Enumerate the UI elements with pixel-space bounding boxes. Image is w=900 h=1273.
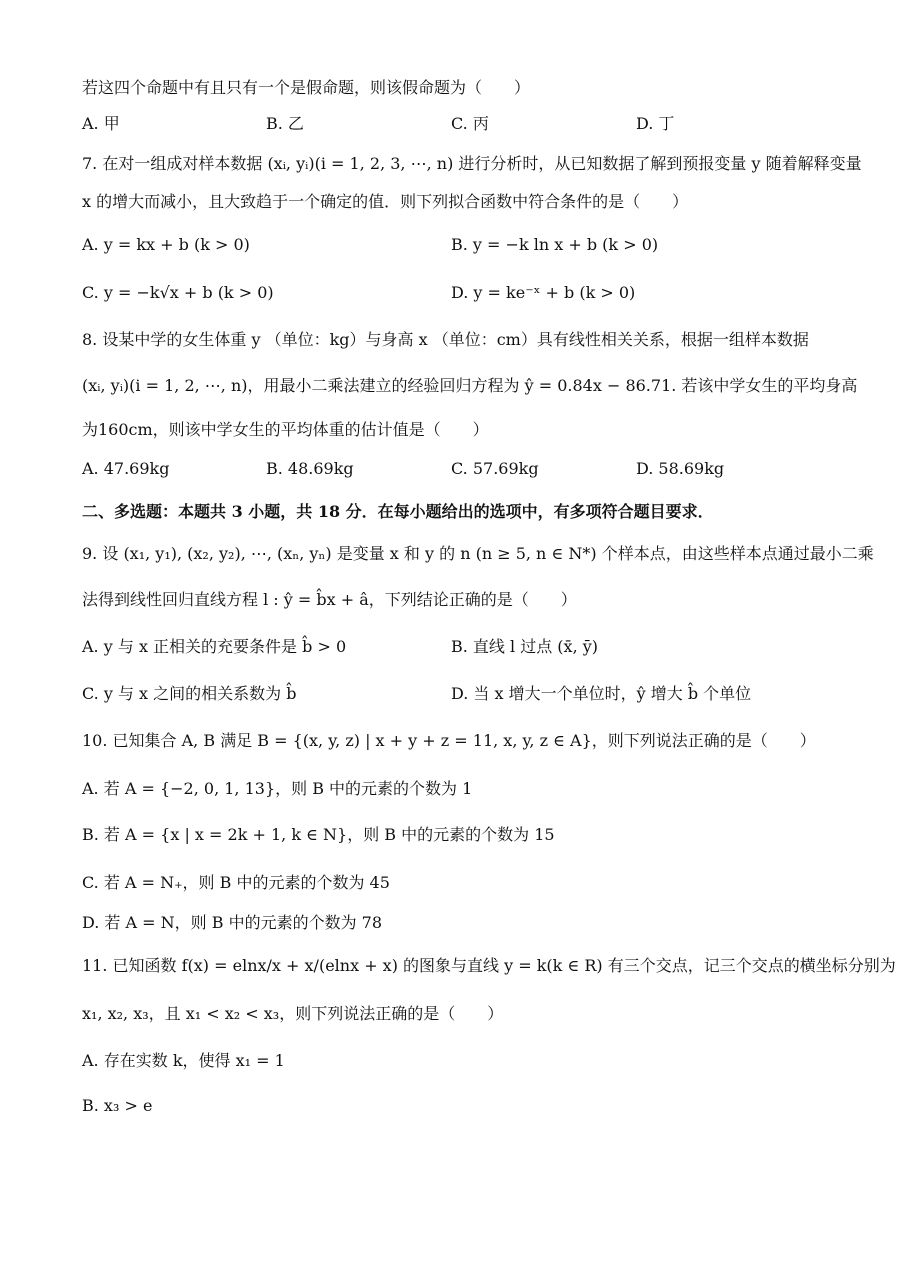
q7-option-d: D. y = ke⁻ˣ + b (k > 0) (451, 283, 636, 302)
q8-option-d: D. 58.69kg (636, 459, 725, 478)
q6-option-c: C. 丙 (451, 114, 489, 133)
q6-option-b: B. 乙 (266, 114, 304, 133)
q9-stem-line2: 法得到线性回归直线方程 l : ŷ = b̂x + â，下列结论正确的是（ ） (82, 590, 577, 609)
q8-option-c: C. 57.69kg (451, 459, 539, 478)
q10-option-b: B. 若 A = {x | x = 2k + 1, k ∈ N}，则 B 中的元素的个数为 15 (82, 825, 555, 844)
q8-option-a: A. 47.69kg (82, 459, 170, 478)
q10-option-d: D. 若 A = N，则 B 中的元素的个数为 78 (82, 913, 383, 932)
q8-option-b: B. 48.69kg (266, 459, 354, 478)
q9-option-d: D. 当 x 增大一个单位时，ŷ 增大 b̂ 个单位 (451, 684, 752, 703)
q6-stem: 若这四个命题中有且只有一个是假命题，则该假命题为（ ） (82, 78, 531, 97)
q6-option-d: D. 丁 (636, 114, 675, 133)
q7-option-b: B. y = −k ln x + b (k > 0) (451, 235, 659, 254)
q11-option-a: A. 存在实数 k，使得 x₁ = 1 (82, 1051, 285, 1070)
q9-option-c: C. y 与 x 之间的相关系数为 b̂ (82, 684, 297, 703)
q10-option-c: C. 若 A = N₊，则 B 中的元素的个数为 45 (82, 873, 390, 892)
q11-stem-line2: x₁, x₂, x₃，且 x₁ < x₂ < x₃，则下列说法正确的是（ ） (82, 1004, 504, 1023)
q10-stem: 10. 已知集合 A, B 满足 B = {(x, y, z) | x + y + z = 11, x, y, z ∈ A}，则下列说法正确的是（ ） (82, 731, 816, 750)
q10-option-a: A. 若 A = {−2, 0, 1, 13}，则 B 中的元素的个数为 1 (82, 779, 473, 798)
q11-stem-line1: 11. 已知函数 f(x) = elnx/x + x/(elnx + x) 的图象与直线 y = k(k ∈ R) 有三个交点，记三个交点的横坐标分别为 (82, 956, 896, 975)
q9-option-a: A. y 与 x 正相关的充要条件是 b̂ > 0 (82, 637, 347, 656)
q7-stem-line1: 7. 在对一组成对样本数据 (xᵢ, yᵢ)(i = 1, 2, 3, ⋯, n) 进行分析时，从已知数据了解到预报变量 y 随着解释变量 (82, 154, 862, 173)
q8-stem-line2: (xᵢ, yᵢ)(i = 1, 2, ⋯, n)，用最小二乘法建立的经验回归方程为 ŷ = 0.84x − 86.71. 若该中学女生的平均身高 (82, 376, 858, 395)
q7-option-c: C. y = −k√x + b (k > 0) (82, 283, 274, 302)
q11-option-b: B. x₃ > e (82, 1096, 153, 1115)
q8-stem-line1: 8. 设某中学的女生体重 y （单位：kg）与身高 x （单位：cm）具有线性相关关系，根据一组样本数据 (82, 330, 809, 349)
q7-option-a: A. y = kx + b (k > 0) (82, 235, 250, 254)
section-2-heading: 二、多选题：本题共 3 小题，共 18 分．在每小题给出的选项中，有多项符合题目要求． (82, 502, 714, 521)
q9-stem-line1: 9. 设 (x₁, y₁), (x₂, y₂), ⋯, (xₙ, yₙ) 是变量 x 和 y 的 n (n ≥ 5, n ∈ N*) 个样本点，由这些样本点通过最小二乘 (82, 544, 874, 563)
q8-stem-line3: 为160cm，则该中学女生的平均体重的估计值是（ ） (82, 420, 489, 439)
q9-option-b: B. 直线 l 过点 (x̄, ȳ) (451, 637, 599, 656)
q7-stem-line2: x 的增大而减小，且大致趋于一个确定的值．则下列拟合函数中符合条件的是（ ） (82, 192, 689, 211)
q6-option-a: A. 甲 (82, 114, 120, 133)
